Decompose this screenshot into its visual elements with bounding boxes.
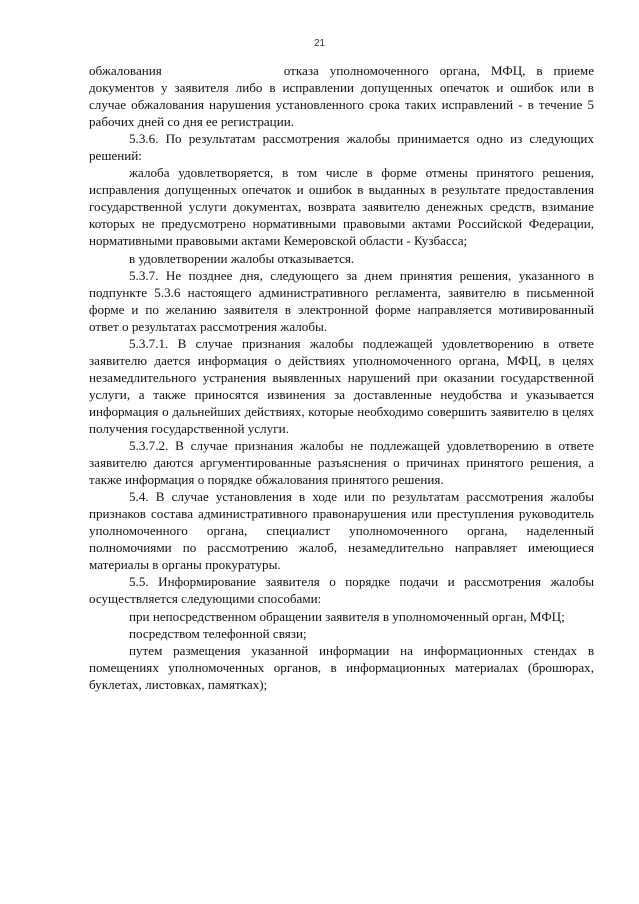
paragraph-complaint-satisfied: жалоба удовлетворяется, в том числе в форме отмены принятого решения, исправления допущенных опечаток и ошибок в выданных в результате предоставления государственной услуги документах, возврата заявителю денежных средств, взимание которых не предусмотрено нормативными правовыми актами Российской Федерации, нормативными правовыми актами Кемеровской области - Кузбасса;: [89, 165, 594, 249]
paragraph-5-3-6: 5.3.6. По результатам рассмотрения жалобы принимается одно из следующих решений:: [89, 131, 594, 164]
paragraph-direct-appeal: при непосредственном обращении заявителя в уполномоченный орган, МФЦ;: [129, 608, 565, 624]
paragraph-information-stands: путем размещения указанной информации на информационных стендах в помещениях уполномоченных органов, в информационных материалах (брошюрах, буклетах, листовках, памятках);: [89, 642, 594, 692]
paragraph-5-3-7-1: 5.3.7.1. В случае признания жалобы подлежащей удовлетворению в ответе заявителю дается информация о действиях уполномоченного органа, МФЦ, в целях незамедлительного устранения выявленных нарушений при оказании государственной услуги, а также приносятся извинения за доставленные неудобства и указывается информация о дальнейших действиях, которые необходимо совершить заявителю в целях получения государственной услуги.: [89, 335, 594, 436]
paragraph-telephone: посредством телефонной связи;: [129, 625, 307, 641]
paragraph-5-3-7: 5.3.7. Не позднее дня, следующего за днем принятия решения, указанного в подпункте 5.3.6 настоящего административного регламента, заявителю в письменной форме и по желанию заявителя в электронной форме направляется мотивированный ответ о результатах рассмотрения жалобы.: [89, 267, 594, 334]
document-body: [89, 62, 594, 693]
paragraph-continuation: [89, 62, 594, 130]
paragraph-5-4: 5.4. В случае установления в ходе или по результатам рассмотрения жалобы признаков состава административного правонарушения или преступления руководитель уполномоченного органа, специалист уполномоченного органа, наделенный полномочиями по рассмотрению жалоб, незамедлительно направляет имеющиеся материалы в органы прокуратуры.: [89, 489, 594, 573]
paragraph-5-3-7-2: 5.3.7.2. В случае признания жалобы не подлежащей удовлетворению в ответе заявителю даются аргументированные разъяснения о причинах принятого решения, а также информация о порядке обжалования принятого решения.: [89, 438, 594, 488]
paragraph-complaint-rejected: в удовлетворении жалобы отказывается.: [129, 250, 355, 266]
paragraph-5-5: 5.5. Информирование заявителя о порядке подачи и рассмотрения жалобы осуществляется следующими способами:: [89, 574, 594, 607]
page-number: 21: [313, 38, 326, 49]
paragraph-lead-word: обжалования: [89, 63, 162, 78]
paragraph-text: отказа уполномоченного органа, МФЦ, в приеме документов у заявителя либо в исправлении допущенных опечаток и ошибок или в случае обжалования нарушения установленного срока таких исправлений - в течение 5 рабочих дней со дня ее регистрации.: [89, 63, 594, 130]
